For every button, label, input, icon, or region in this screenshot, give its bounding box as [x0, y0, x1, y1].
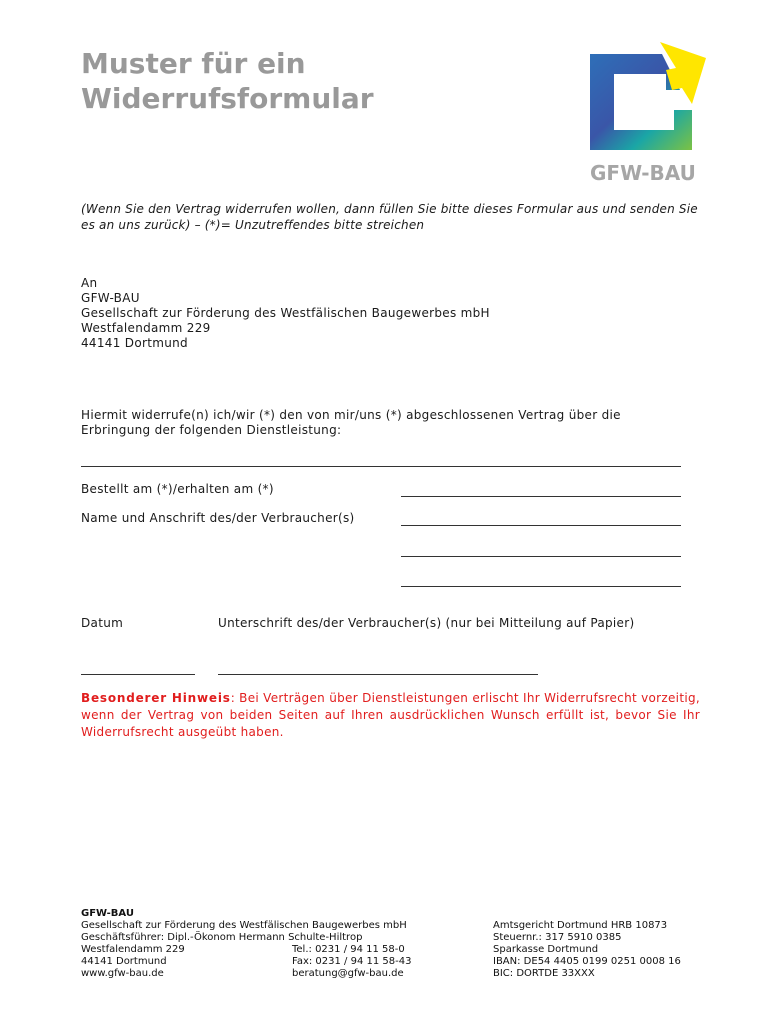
recipient-full-name: Gesellschaft zur Förderung des Westfälischen Baugewerbes mbH — [81, 306, 490, 320]
logo-text: GFW-BAU — [590, 161, 696, 185]
footer-tel: Tel.: 0231 / 94 11 58-0 — [292, 944, 405, 955]
notice-text: : Bei Verträgen über Dienstleistungen erlischt Ihr Widerrufsrecht vorzeitig, wenn der Vertrag von beiden Seiten auf Ihren ausdrücklichen Wunsch erfüllt ist, bevor Sie Ihr Widerrufsrecht ausgeübt haben. — [81, 691, 700, 739]
footer-iban: IBAN: DE54 4405 0199 0251 0008 16 — [493, 956, 681, 967]
footer-company: GFW-BAU — [81, 908, 134, 919]
footer-full-name: Gesellschaft zur Förderung des Westfälischen Baugewerbes mbH — [81, 920, 407, 931]
consumer-name-line-1[interactable] — [401, 511, 681, 526]
footer-fax: Fax: 0231 / 94 11 58-43 — [292, 956, 412, 967]
recipient-to: An — [81, 276, 98, 290]
service-entry-line[interactable] — [81, 452, 681, 467]
footer-bank: Sparkasse Dortmund — [493, 944, 599, 955]
page-title — [81, 46, 374, 116]
notice-heading: Besonderer Hinweis — [81, 691, 231, 705]
consumer-name-label: Name und Anschrift des/der Verbraucher(s) — [81, 511, 355, 525]
footer-tax: Steuernr.: 317 5910 0385 — [493, 932, 622, 943]
date-label: Datum — [81, 616, 124, 630]
date-line[interactable] — [81, 660, 195, 675]
footer-right — [493, 920, 681, 980]
footer-street: Westfalendamm 229 — [81, 944, 185, 955]
footer-city: 44141 Dortmund — [81, 956, 167, 967]
signature-label: Unterschrift des/der Verbraucher(s) (nur bei Mitteilung auf Papier) — [218, 616, 635, 630]
footer-left — [81, 908, 471, 980]
recipient-city: 44141 Dortmund — [81, 336, 188, 350]
title-line-2: Widerrufsformular — [81, 82, 374, 115]
intro-note: (Wenn Sie den Vertrag widerrufen wollen, dann füllen Sie bitte dieses Formular aus und senden Sie es an uns zurück) – (*)= Unzutreffendes bitte streichen — [81, 202, 698, 232]
footer-email-link[interactable]: beratung@gfw-bau.de — [292, 968, 404, 979]
gfw-bau-logo — [584, 40, 710, 188]
declaration-text: Hiermit widerrufe(n) ich/wir (*) den von mir/uns (*) abgeschlossenen Vertrag über die Erbringung der folgenden Dienstleistung: — [81, 408, 621, 437]
recipient-street: Westfalendamm 229 — [81, 321, 211, 335]
recipient-address — [81, 276, 490, 351]
title-line-1: Muster für ein — [81, 47, 306, 80]
ordered-date-label: Bestellt am (*)/erhalten am (*) — [81, 482, 274, 496]
ordered-date-line[interactable] — [401, 482, 681, 497]
special-notice — [81, 690, 700, 741]
footer-court: Amtsgericht Dortmund HRB 10873 — [493, 920, 668, 931]
footer-bic: BIC: DORTDE 33XXX — [493, 968, 595, 979]
footer-web-link[interactable]: www.gfw-bau.de — [81, 968, 164, 979]
consumer-name-line-2[interactable] — [401, 542, 681, 557]
consumer-name-line-3[interactable] — [401, 572, 681, 587]
signature-line[interactable] — [218, 660, 538, 675]
footer-ceo: Geschäftsführer: Dipl.-Ökonom Hermann Schulte-Hiltrop — [81, 932, 363, 943]
recipient-short-name: GFW-BAU — [81, 291, 140, 305]
